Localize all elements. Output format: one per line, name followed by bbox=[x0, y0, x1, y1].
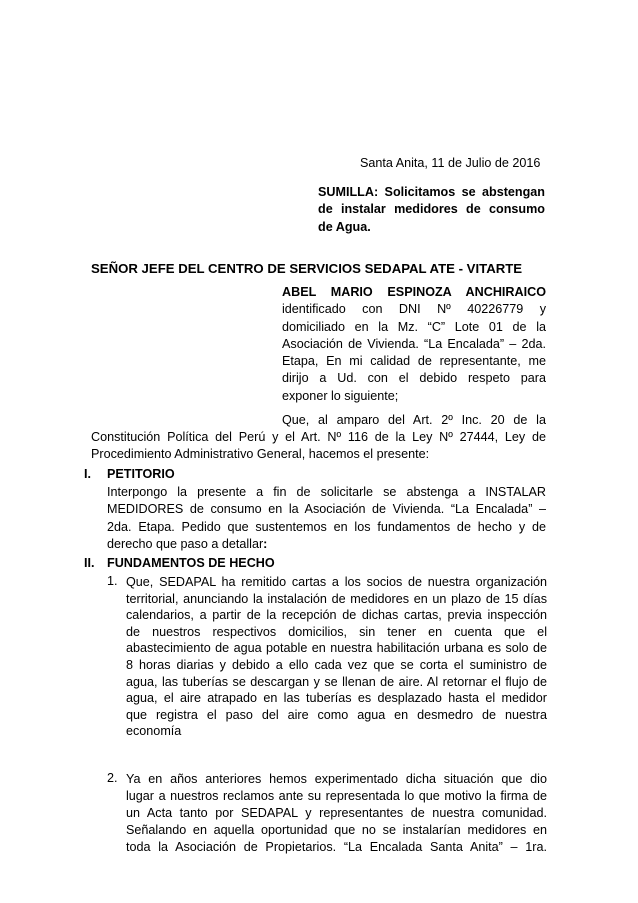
item-line: agua, el aire atrapado en las tuberías es desplazado hasta el medidor bbox=[126, 691, 547, 706]
section2-heading: FUNDAMENTOS DE HECHO bbox=[107, 556, 275, 570]
section1-line: 2da. Etapa. Pedido que sustentemos en los fundamentos de hecho y de bbox=[107, 519, 546, 534]
item-2-body bbox=[126, 771, 547, 856]
item-line: que registra el paso del aire como agua en desmedro de nuestra bbox=[126, 707, 547, 722]
sender-line: dirijo a Ud. con el debido respeto para bbox=[282, 371, 546, 386]
item-line: un Acta tanto por SEDAPAL y representantes de nuestra comunidad. bbox=[126, 806, 547, 820]
item-number: 2. bbox=[107, 771, 118, 785]
section1-body bbox=[107, 484, 546, 553]
item-line: economía bbox=[126, 724, 182, 739]
sumilla-line: de instalar medidores de consumo bbox=[318, 202, 545, 217]
item-line: lugar a nuestros reclamos ante su representada lo que motivo la firma de bbox=[126, 789, 547, 803]
sender-line: Etapa, En mi calidad de representante, me bbox=[282, 354, 546, 369]
item-line: Señalando en aquella oportunidad que no se instalarían medidores en bbox=[126, 823, 547, 837]
sender-line: exponer lo siguiente; bbox=[282, 388, 399, 403]
sender-line: identificado con DNI Nº 40226779 y bbox=[282, 302, 546, 317]
section1-numeral: I. bbox=[84, 467, 91, 481]
sender-name: ABEL MARIO ESPINOZA ANCHIRAICO bbox=[282, 285, 546, 299]
addressee: SEÑOR JEFE DEL CENTRO DE SERVICIOS SEDAPAL ATE - VITARTE bbox=[91, 261, 523, 276]
item-line: calendarios, a partir de la recepción de dichas cartas, previa inspección bbox=[126, 608, 547, 623]
item-1-body bbox=[126, 574, 547, 740]
item-line: territorial, anunciando la instalación de medidores en un plazo de 15 días bbox=[126, 591, 547, 606]
sender-block bbox=[282, 284, 546, 405]
sender-line: domiciliado en la Mz. “C” Lote 01 de la bbox=[282, 319, 546, 334]
section1-heading: PETITORIO bbox=[107, 467, 175, 481]
item-line: agua, las tuberías se descargan y se llenan de aire. Al retornar el flujo de bbox=[126, 674, 547, 689]
section1-last-line bbox=[107, 536, 546, 553]
intro-first-line-wrap bbox=[282, 412, 546, 429]
item-line: Ya en años anteriores hemos experimentado dicha situación que dio bbox=[126, 772, 547, 786]
section1-line: Interpongo la presente a fin de solicitarle se abstenga a INSTALAR bbox=[107, 485, 546, 499]
intro-line: Constitución Política del Perú y el Art. Nº 116 de la Ley Nº 27444, Ley de bbox=[91, 430, 546, 444]
section2-numeral: II. bbox=[84, 556, 95, 570]
sumilla-block bbox=[318, 184, 545, 236]
sumilla-line: de Agua. bbox=[318, 219, 371, 234]
item-line: de nuestros respectivos domicilios, sin tener en cuenta que el bbox=[126, 624, 547, 639]
section1-last-text: derecho que paso a detallar bbox=[107, 536, 264, 551]
item-number: 1. bbox=[107, 574, 118, 588]
intro-line: Procedimiento Administrativo General, hacemos el presente: bbox=[91, 447, 430, 462]
section1-colon: : bbox=[263, 536, 268, 551]
item-line: 8 horas diarias y debido a ello cada vez que se corta el suministro de bbox=[126, 657, 547, 672]
intro-first-line: Que, al amparo del Art. 2º Inc. 20 de la bbox=[282, 413, 546, 427]
sumilla-line: SUMILLA: Solicitamos se abstengan bbox=[318, 185, 545, 199]
item-line: abastecimiento de agua potable en nuestra habilitación urbana es solo de bbox=[126, 641, 547, 656]
place-date: Santa Anita, 11 de Julio de 2016 bbox=[360, 156, 541, 170]
section1-line: MEDIDORES de consumo en la Asociación de Vivienda. “La Encalada” – bbox=[107, 502, 546, 517]
item-line: toda la Asociación de Propietarios. “La Encalada Santa Anita” – 1ra. bbox=[126, 840, 547, 854]
sender-line: Asociación de Vivienda. “La Encalada” – 2da. bbox=[282, 336, 546, 351]
intro-paragraph bbox=[91, 429, 546, 464]
item-line: Que, SEDAPAL ha remitido cartas a los socios de nuestra organización bbox=[126, 575, 547, 589]
